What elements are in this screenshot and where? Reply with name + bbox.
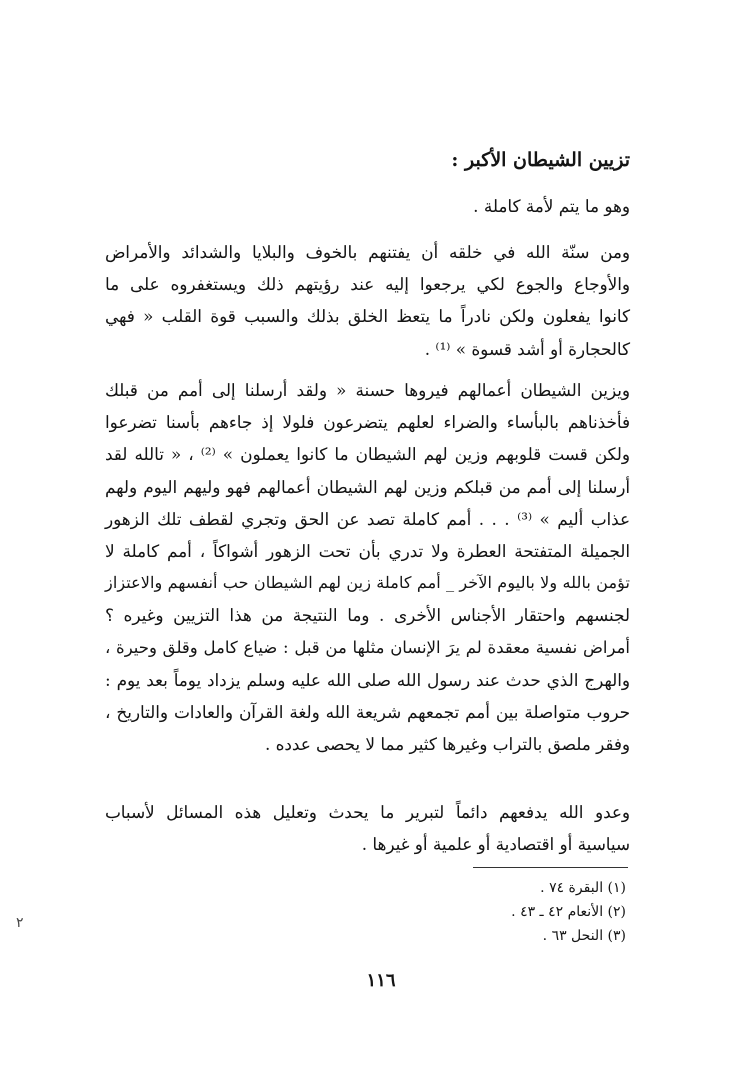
- text-line: عذاب أليم » ⁽³⁾ . . . أمم كاملة تصد عن الحق وتجري لقطف تلك الزهور: [105, 508, 630, 529]
- footnotes-list: [511, 876, 626, 948]
- footnote-divider: [473, 867, 628, 868]
- paragraph-2: [105, 374, 630, 760]
- text-line: تؤمن بالله ولا باليوم الآخر _ أمم كاملة زين لهم الشيطان حب أنفسهم والاعتزاز: [105, 573, 630, 593]
- text-line: أرسلنا إلى أمم من قبلكم وزين لهم الشيطان أعمالهم فهو وليهم اليوم ولهم: [105, 476, 630, 497]
- footnote-item: (٢) الأنعام ٤٢ ـ ٤٣ .: [511, 904, 626, 920]
- text-line: حروب متواصلة بين أمم تجمعهم شريعة الله ولغة القرآن والعادات والتاريخ ،: [105, 702, 630, 723]
- paragraph-1: [105, 236, 630, 365]
- paragraph-3: [105, 796, 630, 860]
- footnote-item: (٣) النحل ٦٣ .: [542, 928, 626, 944]
- text-line: أمراض نفسية معقدة لم يرَ الإنسان مثلها من قبل : ضياع كامل وقلق وحيرة ،: [105, 637, 630, 657]
- section-heading: تزيين الشيطان الأكبر :: [451, 149, 630, 171]
- text-line: الجميلة المتفتحة العطرة ولا تدري بأن تحت الزهور أشواكاً ، أمم كاملة لا: [105, 541, 630, 562]
- intro-paragraph: [105, 190, 630, 222]
- page-number-text: ١١٦: [366, 970, 396, 991]
- margin-mark: ٢: [16, 915, 24, 931]
- text-line: كالحجارة أو أشد قسوة » ⁽¹⁾ .: [424, 338, 630, 359]
- text-line: كانوا يفعلون ولكن نادراً ما يتعظ الخلق بذلك والسبب قوة القلب « فهي: [105, 306, 630, 327]
- text-line: سياسية أو اقتصادية أو علمية أو غيرها .: [361, 834, 630, 855]
- text-line: فأخذناهم بالبأساء والضراء لعلهم يتضرعون فلولا إذ جاءهم بأسنا تضرعوا: [105, 412, 630, 433]
- text-line: والأوجاع والجوع لكي يرجعوا إليه عند رؤيتهم ذلك ويستغفروه على ما: [105, 274, 630, 295]
- text-line: وفقر ملصق بالتراب وغيرها كثير مما لا يحصى عدده .: [264, 734, 630, 755]
- text-line: والهرج الذي حدث عند رسول الله صلى الله عليه وسلم يزداد يوماً بعد يوم :: [105, 669, 630, 690]
- text-line: ولكن قست قلوبهم وزين لهم الشيطان ما كانوا يعملون » ⁽²⁾ ، « تالله لقد: [105, 444, 630, 465]
- text-line: لجنسهم واحتقار الأجناس الأخرى . وما النتيجة من هذا التزيين وغيره ؟: [105, 605, 630, 626]
- text-line: ويزين الشيطان أعمالهم فيروها حسنة « ولقد أرسلنا إلى أمم من قبلك: [105, 380, 630, 400]
- text-line: وهو ما يتم لأمة كاملة .: [473, 196, 630, 216]
- footnote-item: (١) البقرة ٧٤ .: [540, 880, 626, 896]
- text-line: ومن سنّة الله في خلقه أن يفتنهم بالخوف والبلايا والشدائد والأمراض: [105, 242, 630, 262]
- page-number: [0, 970, 730, 991]
- text-line: وعدو الله يدفعهم دائماً لتبرير ما يحدث وتعليل هذه المسائل لأسباب: [105, 802, 630, 822]
